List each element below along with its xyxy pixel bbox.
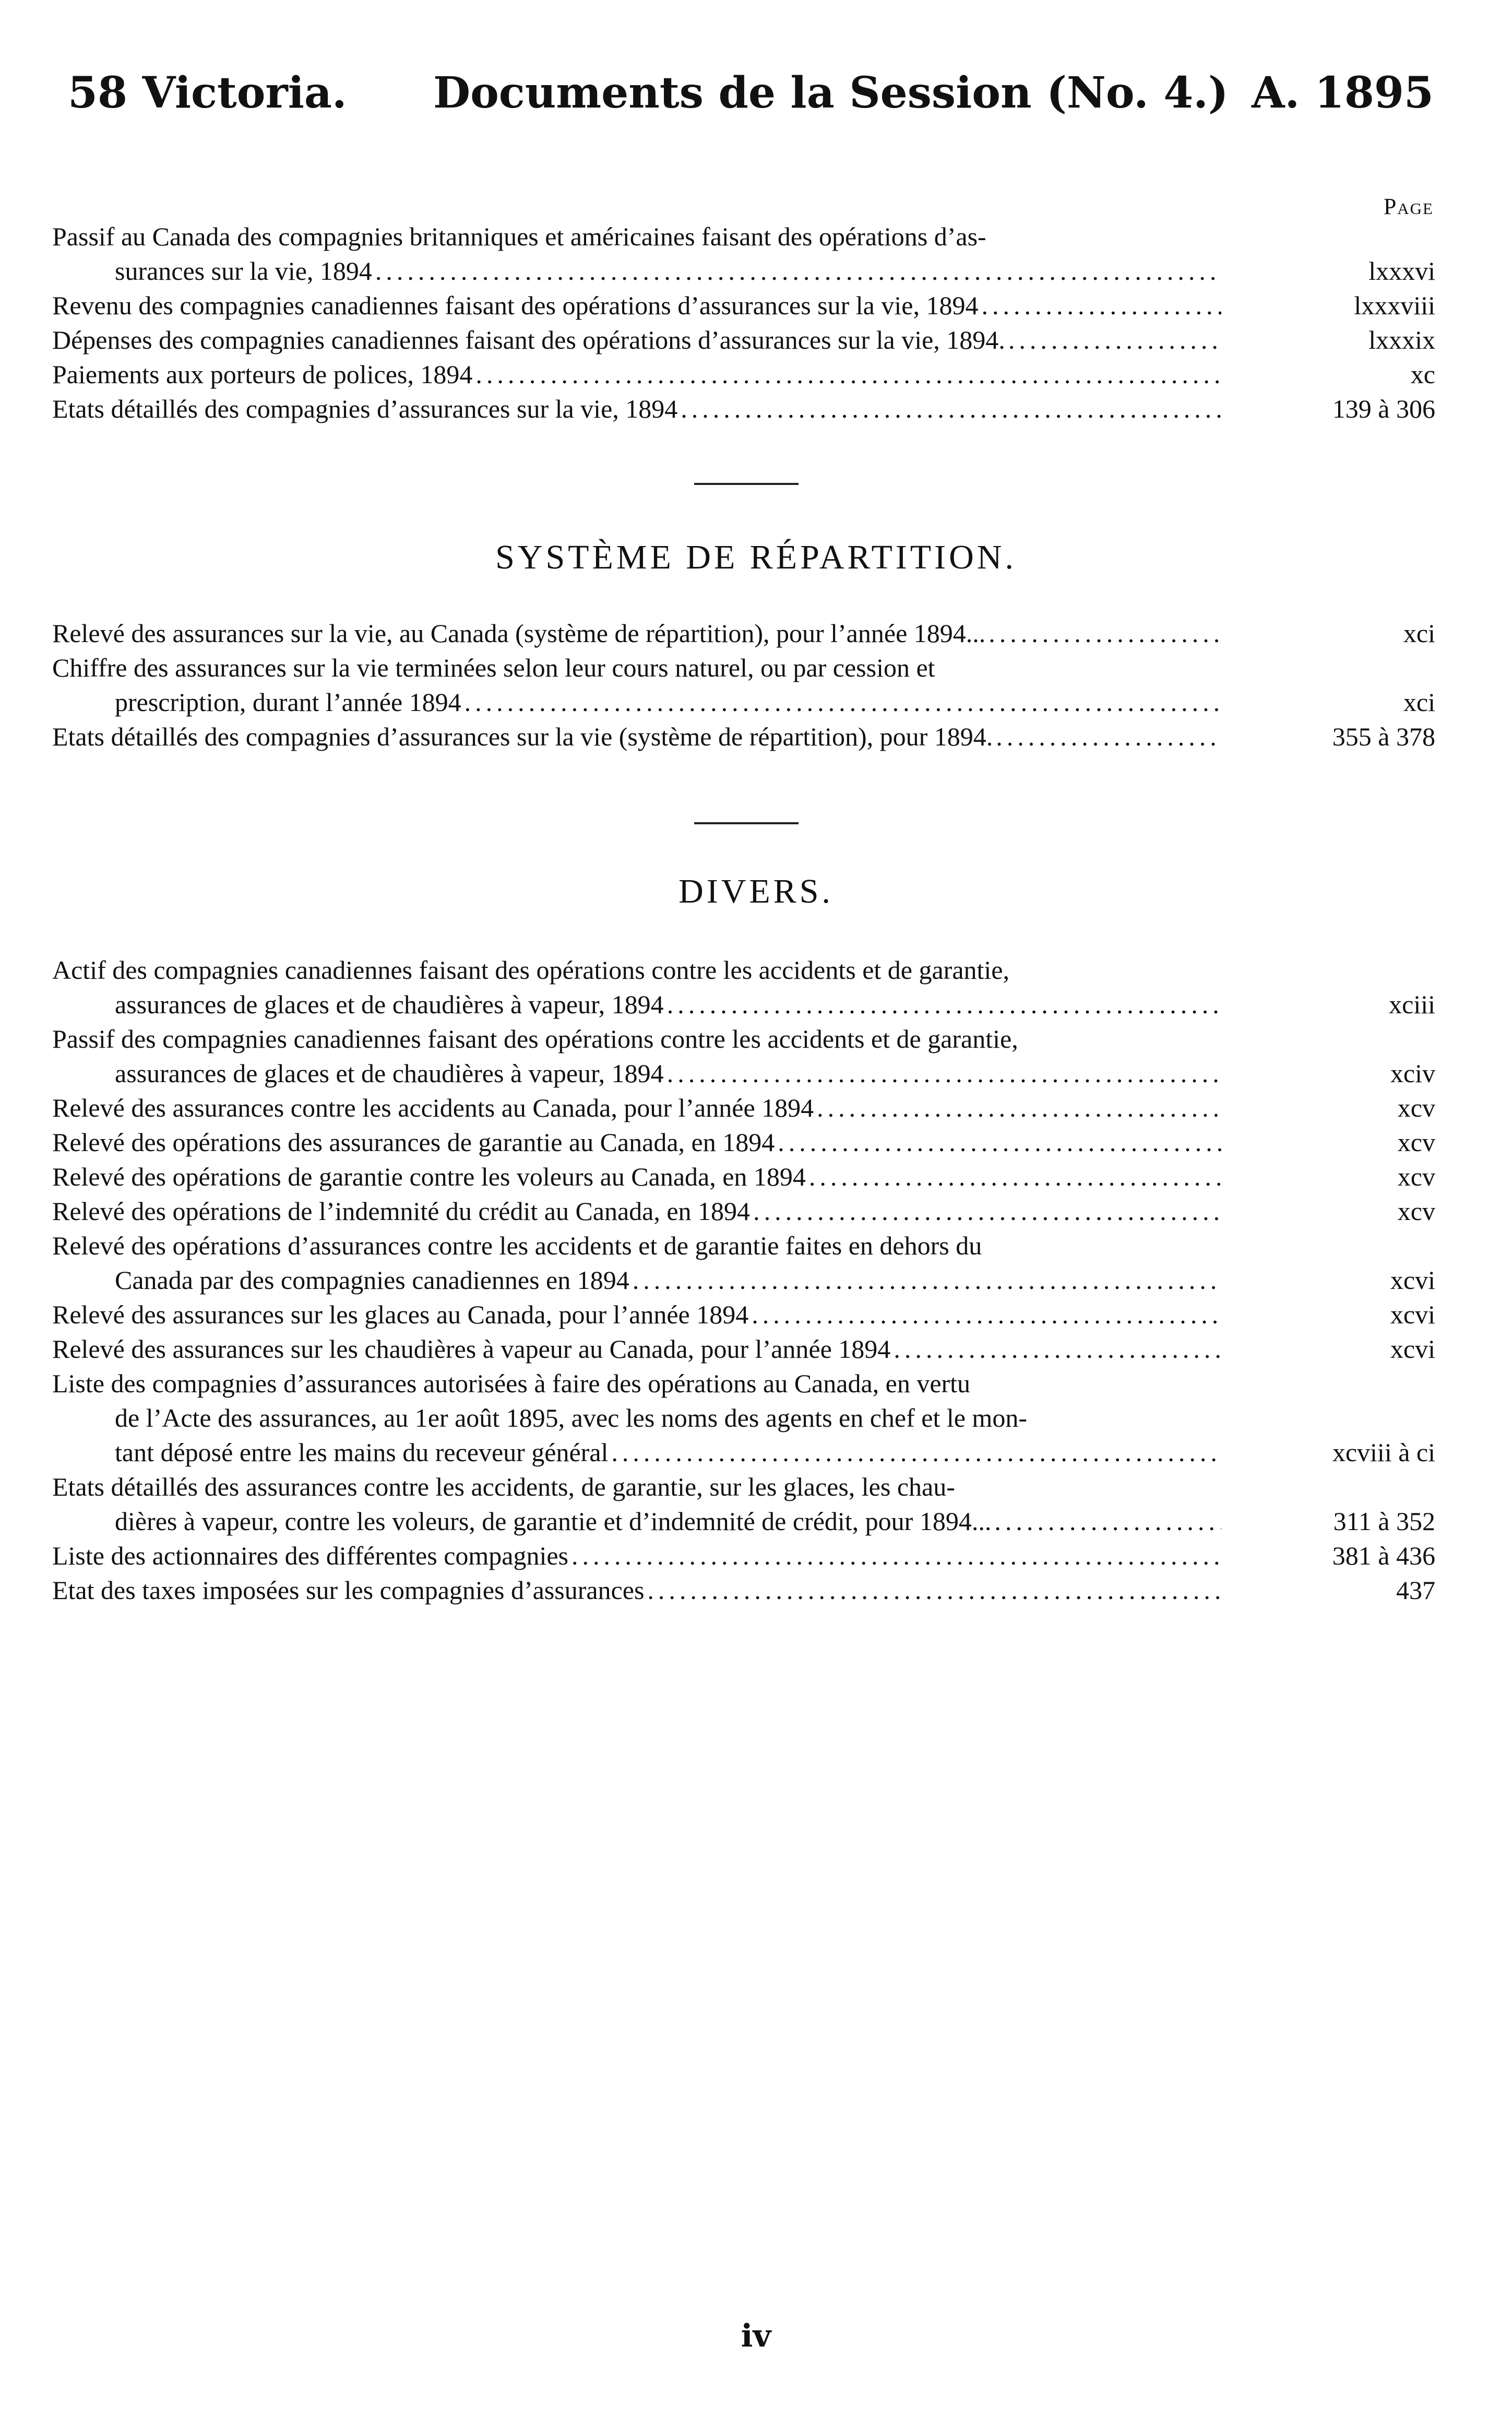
- toc-entry-text: Etats détaillés des assurances contre les accidents, de garantie, sur les glaces, les chau-: [52, 1472, 955, 1501]
- toc-entry: [52, 616, 1435, 650]
- dot-leader: [667, 987, 1221, 1022]
- toc-entry-text: Etats détaillés des compagnies d’assurances sur la vie, 1894: [52, 394, 678, 423]
- section-divider: [694, 822, 799, 824]
- toc-entry-page: lxxxvi: [1368, 256, 1435, 286]
- dot-leader: [753, 1194, 1221, 1228]
- toc-entry-text: Relevé des assurances sur la vie, au Canada (système de répartition), pour l’année 1894...: [52, 619, 986, 648]
- toc-entry: [52, 650, 1435, 719]
- section-repartition-list: [52, 616, 1435, 754]
- toc-entry-page: xcvi: [1390, 1265, 1435, 1295]
- toc-entry-page: xcvi: [1390, 1334, 1435, 1364]
- dot-leader: [667, 1056, 1221, 1091]
- toc-entry-page: xcvi: [1390, 1300, 1435, 1329]
- section-title-repartition: SYSTÈME DE RÉPARTITION.: [495, 538, 1017, 576]
- dot-leader: [1008, 323, 1221, 357]
- toc-entry-text: Passif au Canada des compagnies britanniques et américaines faisant des opérations d’as-: [52, 222, 986, 251]
- toc-entry-text: Etats détaillés des compagnies d’assurances sur la vie (système de répartition), pour 1894.: [52, 722, 993, 751]
- toc-entry-page: xciii: [1389, 990, 1435, 1019]
- toc-entry: [52, 953, 1435, 1022]
- toc-entry-text: surances sur la vie, 1894: [115, 256, 372, 286]
- toc-entry-text: assurances de glaces et de chaudières à vapeur, 1894: [115, 1059, 664, 1088]
- dot-leader: [996, 719, 1221, 754]
- toc-entry: [52, 392, 1435, 426]
- toc-entry-page: lxxxix: [1368, 325, 1435, 354]
- toc-entry-page: xciv: [1390, 1059, 1435, 1088]
- toc-entry-text: Relevé des assurances sur les chaudières à vapeur au Canada, pour l’année 1894: [52, 1334, 891, 1364]
- toc-entry-text: Relevé des opérations de l’indemnité du crédit au Canada, en 1894: [52, 1196, 751, 1226]
- dot-leader: [981, 288, 1221, 323]
- toc-entry-text: Relevé des assurances sur les glaces au Canada, pour l’année 1894: [52, 1300, 749, 1329]
- dot-leader: [994, 1504, 1221, 1538]
- toc-entry: [52, 1332, 1435, 1366]
- toc-entry: [52, 1091, 1435, 1125]
- section-divers-list: [52, 953, 1435, 1607]
- dot-leader: [633, 1263, 1221, 1297]
- toc-entry: [52, 357, 1435, 392]
- toc-entry-text: Canada par des compagnies canadiennes en 1894: [115, 1265, 629, 1295]
- toc-entry-page: xcv: [1397, 1128, 1435, 1157]
- toc-entry: [52, 1228, 1435, 1297]
- header-title: Documents de la Session (No. 4.): [433, 68, 1229, 118]
- toc-entry-page: xc: [1410, 360, 1435, 389]
- dot-leader: [572, 1538, 1221, 1573]
- toc-entry: [52, 219, 1435, 288]
- toc-entry-page: 139 à 306: [1332, 394, 1435, 423]
- dot-leader: [681, 392, 1221, 426]
- toc-entry-text: Actif des compagnies canadiennes faisant des opérations contre les accidents et de garantie,: [52, 955, 1009, 985]
- toc-entry-text: Liste des compagnies d’assurances autorisées à faire des opérations au Canada, en vertu: [52, 1369, 971, 1398]
- toc-entry: [52, 1538, 1435, 1573]
- dot-leader: [989, 616, 1221, 650]
- dot-leader: [465, 685, 1221, 719]
- header-year: A. 1895: [1252, 68, 1434, 118]
- toc-entry-page: xcv: [1397, 1196, 1435, 1226]
- dot-leader: [611, 1435, 1221, 1470]
- toc-entry-text: Passif des compagnies canadiennes faisant des opérations contre les accidents et de garantie,: [52, 1024, 1018, 1053]
- toc-entry-page: xci: [1403, 688, 1435, 717]
- toc-entry-text: Dépenses des compagnies canadiennes faisant des opérations d’assurances sur la vie, 1894.: [52, 325, 1005, 354]
- dot-leader: [475, 357, 1221, 392]
- header-volume: 58 Victoria.: [68, 68, 347, 118]
- page-header: [57, 68, 1434, 131]
- toc-entry-text: Revenu des compagnies canadiennes faisant des opérations d’assurances sur la vie, 1894: [52, 291, 979, 320]
- section-life-insurance-list: [52, 219, 1435, 426]
- toc-entry-page: 311 à 352: [1333, 1507, 1435, 1536]
- toc-entry: [52, 1573, 1435, 1607]
- dot-leader: [375, 254, 1221, 288]
- toc-entry-page: 381 à 436: [1332, 1541, 1435, 1570]
- toc-entry-text: Etat des taxes imposées sur les compagnies d’assurances: [52, 1575, 645, 1605]
- toc-entry: [52, 1470, 1435, 1538]
- toc-entry: [52, 288, 1435, 323]
- toc-entry-text: assurances de glaces et de chaudières à vapeur, 1894: [115, 990, 664, 1019]
- toc-entry: [52, 1159, 1435, 1194]
- toc-entry-text: Relevé des opérations de garantie contre les voleurs au Canada, en 1894: [52, 1162, 806, 1191]
- toc-entry: [52, 1194, 1435, 1228]
- toc-entry-page: lxxxviii: [1354, 291, 1435, 320]
- toc-entry-page: xcv: [1397, 1162, 1435, 1191]
- dot-leader: [752, 1297, 1221, 1332]
- toc-entry-page: xcviii à ci: [1332, 1438, 1435, 1467]
- toc-entry-text: dières à vapeur, contre les voleurs, de garantie et d’indemnité de crédit, pour 1894...: [115, 1507, 992, 1536]
- toc-entry: [52, 1297, 1435, 1332]
- toc-entry-page: 355 à 378: [1332, 722, 1435, 751]
- toc-entry-text: de l’Acte des assurances, au 1er août 1895, avec les noms des agents en chef et le mon-: [115, 1403, 1027, 1432]
- dot-leader: [809, 1159, 1221, 1194]
- page-number: iv: [741, 2318, 771, 2354]
- toc-entry-text: Chiffre des assurances sur la vie terminées selon leur cours naturel, ou par cession et: [52, 653, 935, 682]
- toc-entry-text: Relevé des opérations des assurances de garantie au Canada, en 1894: [52, 1128, 775, 1157]
- toc-entry-text: tant déposé entre les mains du receveur général: [115, 1438, 609, 1467]
- toc-entry-text: Relevé des opérations d’assurances contre les accidents et de garantie faites en dehors du: [52, 1231, 982, 1260]
- section-divider: [694, 483, 799, 485]
- toc-entry-text: prescription, durant l’année 1894: [115, 688, 461, 717]
- toc-entry-page: xci: [1403, 619, 1435, 648]
- toc-entry-text: Relevé des assurances contre les accidents au Canada, pour l’année 1894: [52, 1093, 814, 1122]
- toc-entry: [52, 323, 1435, 357]
- dot-leader: [647, 1573, 1221, 1607]
- toc-entry: [52, 1366, 1435, 1470]
- dot-leader: [778, 1125, 1221, 1159]
- toc-entry: [52, 1125, 1435, 1159]
- toc-entry-page: xcv: [1397, 1093, 1435, 1122]
- toc-entry-page: 437: [1396, 1575, 1435, 1605]
- dot-leader: [817, 1091, 1221, 1125]
- dot-leader: [894, 1332, 1221, 1366]
- section-title-divers: DIVERS.: [678, 872, 834, 910]
- toc-entry-text: Liste des actionnaires des différentes compagnies: [52, 1541, 569, 1570]
- toc-entry: [52, 719, 1435, 754]
- page-column-label: Page: [1383, 194, 1434, 219]
- toc-entry: [52, 1022, 1435, 1091]
- toc-entry-text: Paiements aux porteurs de polices, 1894: [52, 360, 473, 389]
